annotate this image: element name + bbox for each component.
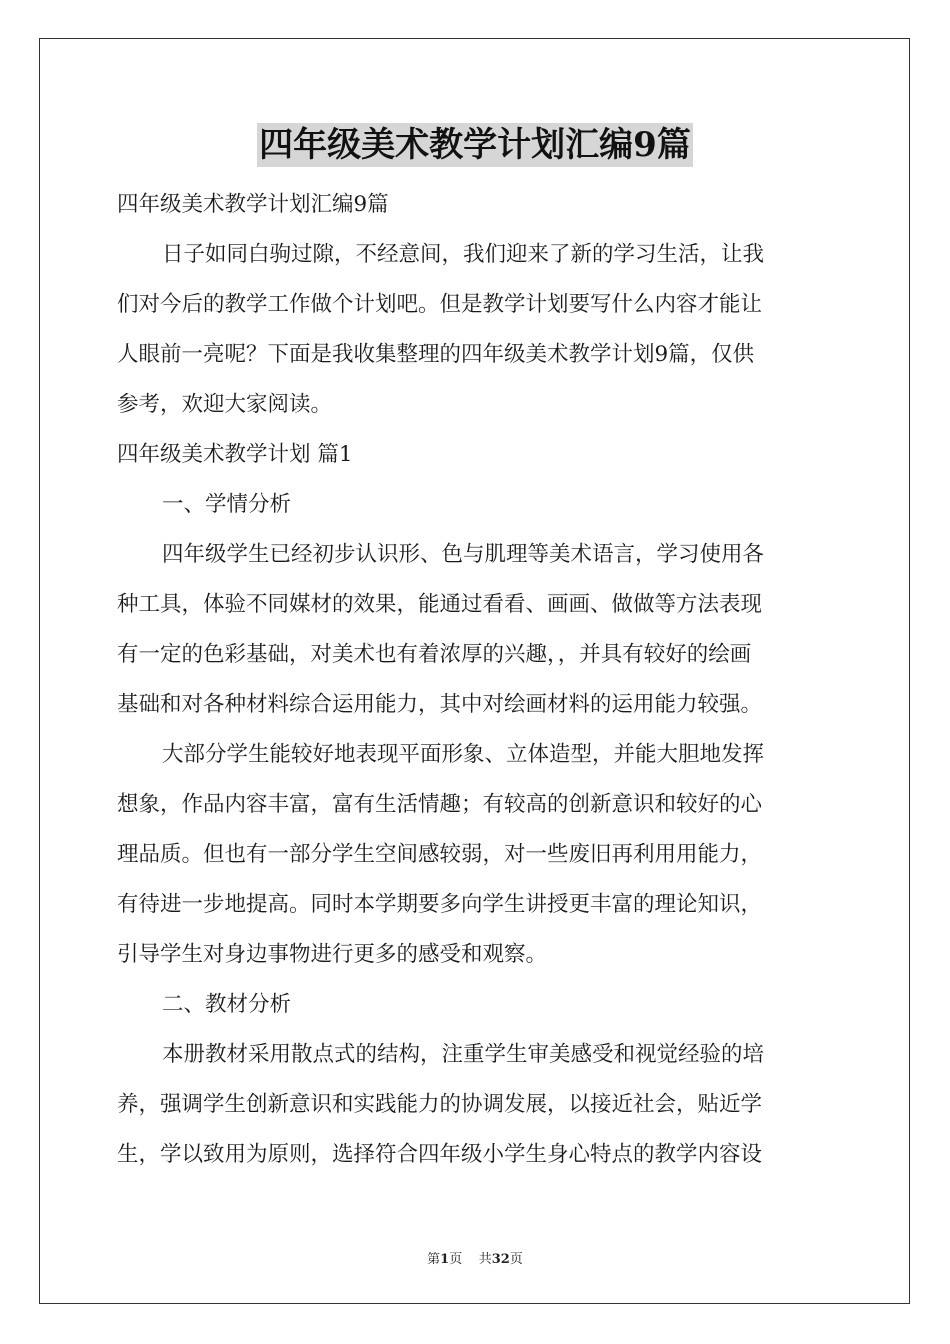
page-suffix: 页	[449, 1252, 463, 1267]
paragraph-line: 引导学生对身边事物进行更多的感受和观察。	[117, 942, 548, 967]
document-body	[117, 180, 833, 1180]
subsection-heading: 二、教材分析	[162, 992, 292, 1017]
document-title: 四年级美术教学计划汇编9篇	[259, 125, 691, 165]
paragraph-line: 种工具，体验不同媒材的效果，能通过看看、画画、做做等方法表现	[117, 592, 763, 617]
page-prefix: 第	[427, 1252, 441, 1267]
total-prefix: 共	[478, 1252, 492, 1267]
page-number: 1	[440, 1252, 450, 1267]
paragraph-line: 生，学以致用为原则，选择符合四年级小学生身心特点的教学内容设	[117, 1142, 763, 1167]
paragraph-line: 参考，欢迎大家阅读。	[117, 392, 333, 417]
paragraph-line: 日子如同白驹过隙，不经意间，我们迎来了新的学习生活，让我	[162, 242, 765, 267]
title-area	[0, 123, 950, 167]
paragraph-line: 四年级学生已经初步认识形、色与肌理等美术语言，学习使用各	[162, 542, 765, 567]
paragraph-line: 大部分学生能较好地表现平面形象、立体造型，并能大胆地发挥	[162, 742, 765, 767]
paragraph-line: 基础和对各种材料综合运用能力，其中对绘画材料的运用能力较强。	[117, 692, 763, 717]
total-suffix: 页	[509, 1252, 523, 1267]
paragraph-line: 养，强调学生创新意识和实践能力的协调发展，以接近社会，贴近学	[117, 1092, 763, 1117]
subsection-heading: 一、学情分析	[162, 492, 292, 517]
page-footer	[0, 1248, 950, 1267]
paragraph-line: 们对今后的教学工作做个计划吧。但是教学计划要写什么内容才能让	[117, 292, 763, 317]
paragraph-line: 理品质。但也有一部分学生空间感较弱，对一些废旧再利用用能力，	[117, 842, 763, 867]
paragraph-line: 有一定的色彩基础，对美术也有着浓厚的兴趣，，并具有较好的绘画	[117, 642, 752, 667]
paragraph-line: 有待进一步地提高。同时本学期要多向学生讲授更丰富的理论知识，	[117, 892, 763, 917]
paragraph-line: 想象，作品内容丰富，富有生活情趣；有较高的创新意识和较好的心	[117, 792, 763, 817]
paragraph-line: 本册教材采用散点式的结构，注重学生审美感受和视觉经验的培	[162, 1042, 765, 1067]
section-heading: 四年级美术教学计划 篇1	[117, 442, 353, 467]
total-pages: 32	[491, 1252, 510, 1267]
paragraph-line: 人眼前一亮呢？下面是我收集整理的四年级美术教学计划9篇，仅供	[117, 342, 755, 367]
subtitle-line: 四年级美术教学计划汇编9篇	[117, 192, 389, 217]
